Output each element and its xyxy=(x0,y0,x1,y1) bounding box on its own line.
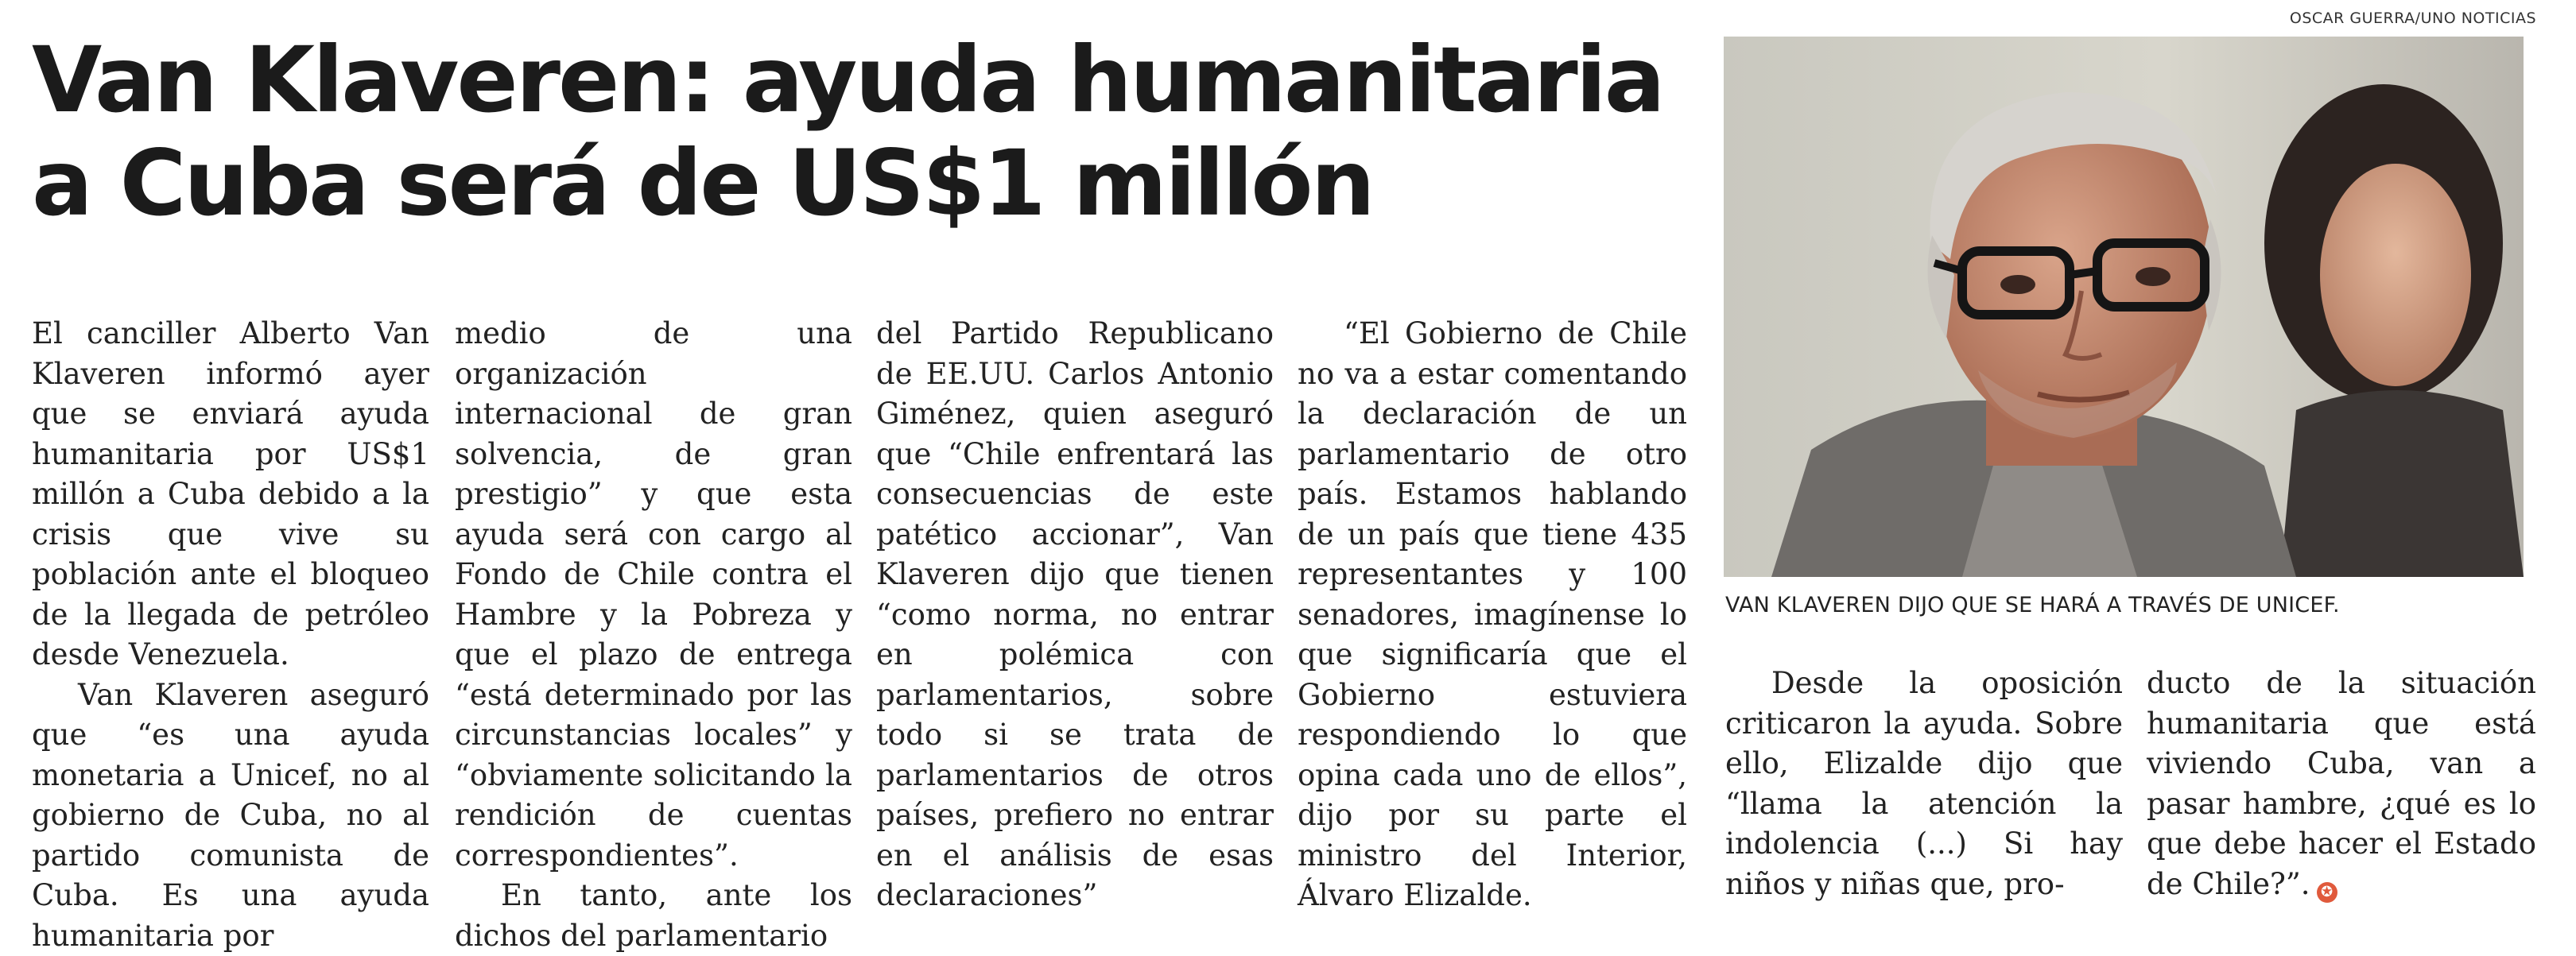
end-of-article-mark-icon: ✪ xyxy=(2317,882,2337,903)
article-column-4 xyxy=(1298,314,1687,916)
photo-caption: VAN KLAVEREN DIJO QUE SE HARÁ A TRAVÉS DE UNICEF. xyxy=(1725,593,2340,617)
paragraph: Van Klaveren aseguró que “es una ayuda monetaria a Unicef, no al gobierno de Cuba, no al partido comunista de Cuba. Es una ayuda humanitaria por xyxy=(32,675,429,956)
headline-line-1: Van Klaveren: ayuda humanitaria xyxy=(32,29,1686,132)
article-column-3 xyxy=(876,314,1274,916)
paragraph xyxy=(2147,664,2536,904)
paragraph: El canciller Alberto Van Klaveren informó ayer que se enviará ayuda humanitaria por US$1 millón a Cuba debido a la crisis que vive su población ante el bloqueo de la llegada de petróleo desde Venezuela. xyxy=(32,314,429,675)
paragraph: Desde la oposición criticaron la ayuda. Sobre ello, Elizalde dijo que “llama la atención la indolencia (...) Si hay niños y niñas que, pro- xyxy=(1725,664,2123,904)
portrait-illustration xyxy=(1724,37,2524,577)
article-column-6 xyxy=(2147,664,2536,904)
photo-credit: OSCAR GUERRA/UNO NOTICIAS xyxy=(2290,10,2536,27)
paragraph: “El Gobierno de Chile no va a estar comentando la declaración de un parlamentario de otro país. Estamos hablando de un país que tiene 435 representantes y 100 senadores, imagínense lo que significaría que el Gobierno estuviera respondiendo lo que opina cada uno de ellos”, dijo por su parte el ministro del Interior, Álvaro Elizalde. xyxy=(1298,314,1687,916)
article-column-1 xyxy=(32,314,429,956)
article-column-5 xyxy=(1725,664,2123,904)
headline xyxy=(32,29,1686,235)
photo-van-klaveren xyxy=(1724,37,2524,577)
paragraph: medio de una organización internacional de gran solvencia, de gran prestigio” y que esta ayuda será con cargo al Fondo de Chile contra el Hambre y la Pobreza y que el plazo de entrega “está determinado por las circunstancias locales” y “obviamente solicitando la rendición de cuentas correspondientes”. xyxy=(455,314,852,876)
article-column-2 xyxy=(455,314,852,956)
headline-line-2: a Cuba será de US$1 millón xyxy=(32,132,1686,235)
paragraph-text: ducto de la situación humanitaria que está viviendo Cuba, van a pasar hambre, ¿qué es lo que debe hacer el Estado de Chile?”. xyxy=(2147,666,2536,901)
paragraph: En tanto, ante los dichos del parlamentario xyxy=(455,876,852,956)
paragraph: del Partido Republicano de EE.UU. Carlos Antonio Giménez, quien aseguró que “Chile enfrentará las consecuencias de este patético accionar”, Van Klaveren dijo que tienen “como norma, no entrar en polémica con parlamentarios, sobre todo si se trata de parlamentarios de otros países, prefiero no entrar en el análisis de esas declaraciones” xyxy=(876,314,1274,916)
